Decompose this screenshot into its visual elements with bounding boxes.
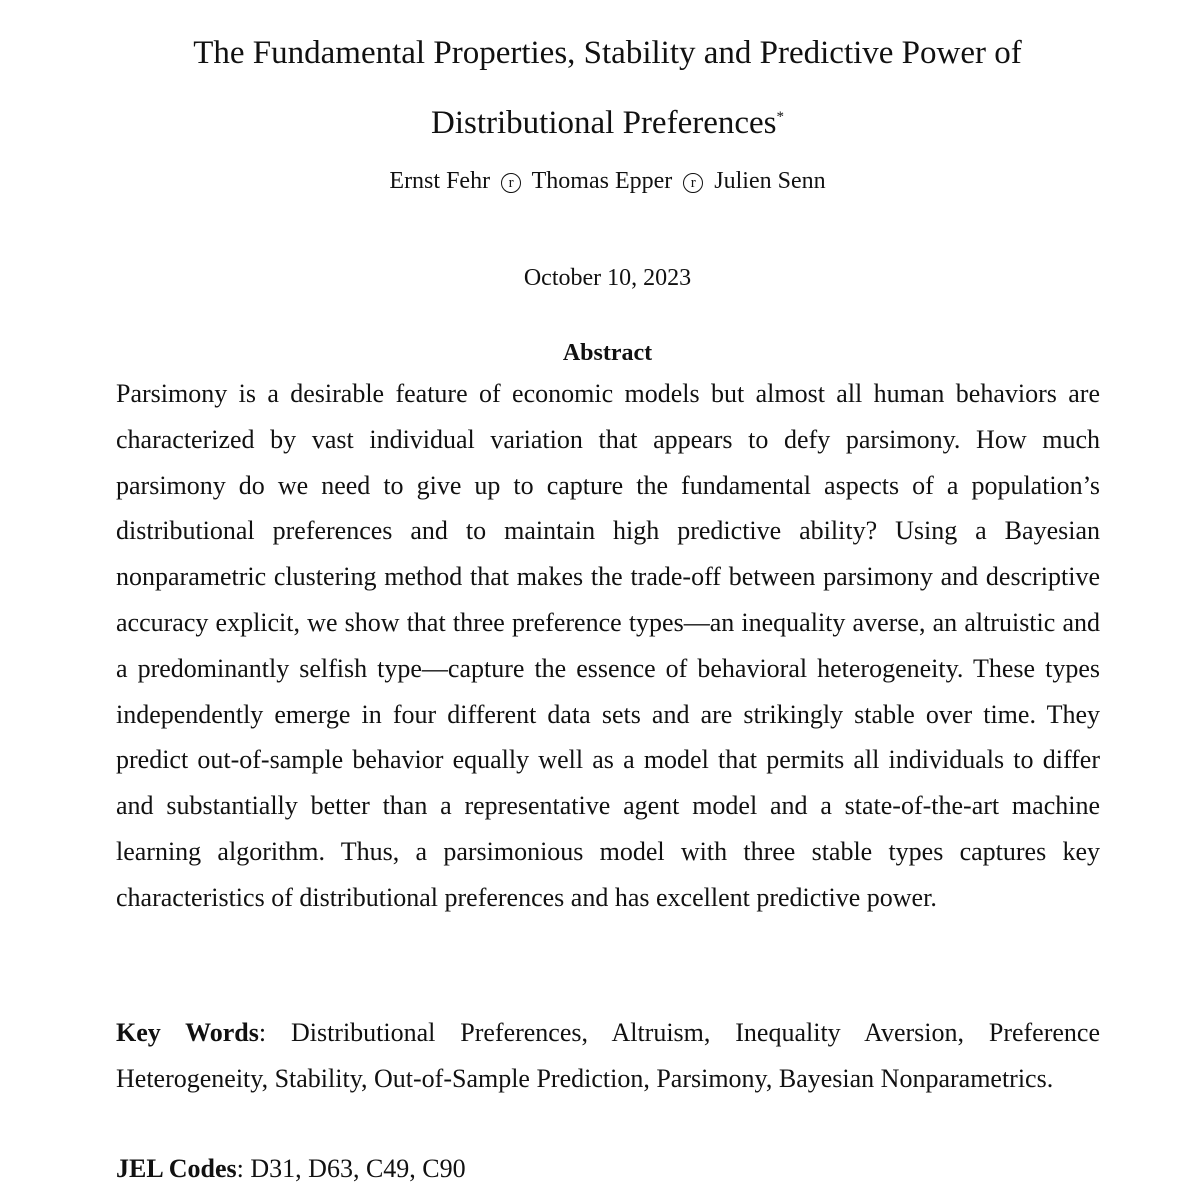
- keywords-text: Distributional Preferences, Altruism, Inequality Aversion, Preference Heterogeneity, Stability, Out-of-Sample Prediction, Parsimony, Bayesian Nonparametrics.: [116, 1018, 1100, 1093]
- title-line-1: The Fundamental Properties, Stability and Predictive Power of: [193, 35, 1022, 71]
- author-name: Julien Senn: [714, 168, 826, 194]
- publication-date: October 10, 2023: [523, 265, 692, 291]
- abstract-heading: Abstract: [562, 340, 653, 366]
- paper-title: [100, 18, 1115, 158]
- abstract-text: Parsimony is a desirable feature of economic models but almost all human behaviors are characterized by vast individual variation that appears to defy parsimony. How much parsimony do we need to give up to capture the fundamental aspects of a population’s distributional preferences and to maintain high predictive ability? Using a Bayesian nonparametric clustering method that makes the trade-off between parsimony and descriptive accuracy explicit, we show that three preference types—an inequality averse, an altruistic and a predominantly selfish type—capture the essence of behavioral heterogeneity. These types independently emerge in four different data sets and are strikingly stable over time. They predict out-of-sample behavior equally well as a model that permits all individuals to differ and substantially better than a representative agent model and a state-of-the-art machine learning algorithm. Thus, a parsimonious model with three stable types captures key characteristics of distributional preferences and has excellent predictive power.: [116, 379, 1100, 912]
- jel-text: D31, D63, C49, C90: [250, 1154, 466, 1183]
- keywords: Key Words: Distributional Preferences, Altruism, Inequality Aversion, Preference Heterogeneity, Stability, Out-of-Sample Prediction, Parsimony, Bayesian Nonparametrics.: [116, 1018, 1100, 1093]
- random-order-icon: r: [501, 173, 521, 193]
- author-name: Thomas Epper: [531, 168, 673, 194]
- jel-label: JEL Codes: [116, 1154, 237, 1183]
- title-footnote-mark: *: [776, 109, 784, 125]
- title-line-2: Distributional Preferences: [431, 105, 777, 141]
- jel-codes: JEL Codes: D31, D63, C49, C90: [116, 1154, 466, 1183]
- random-order-icon: r: [683, 173, 703, 193]
- keywords-label: Key Words: [116, 1018, 259, 1047]
- author-list: [100, 166, 1115, 196]
- author-name: Ernst Fehr: [389, 168, 491, 194]
